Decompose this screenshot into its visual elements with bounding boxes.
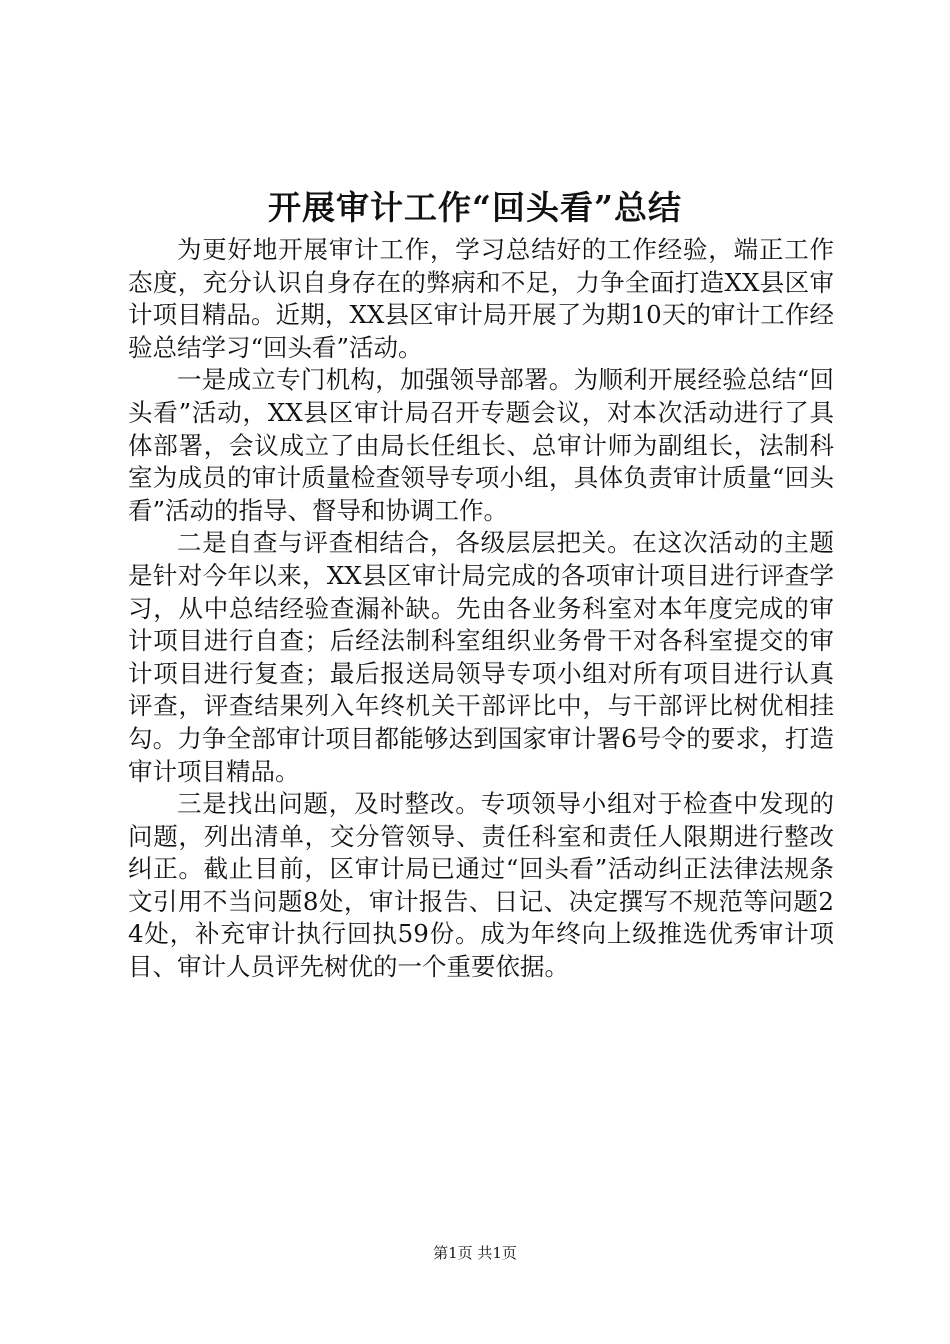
paragraph-intro: 为更好地开展审计工作，学习总结好的工作经验，端正工作态度，充分认识自身存在的弊病和不足，力争全面打造XX县区审计项目精品。近期，XX县区审计局开展了为期10天的审计工作经验总结学习“回头看”活动。 [128,235,834,362]
paragraph-point-three: 三是找出问题，及时整改。专项领导小组对于检查中发现的问题，列出清单，交分管领导、责任科室和责任人限期进行整改纠正。截止目前，区审计局已通过“回头看”活动纠正法律法规条文引用不当问题8处，审计报告、日记、决定撰写不规范等问题24处，补充审计执行回执59份。成为年终向上级推选优秀审计项目、审计人员评先树优的一个重要依据。 [128,789,834,982]
paragraph-point-two: 二是自查与评查相结合，各级层层把关。在这次活动的主题是针对今年以来，XX县区审计局完成的各项审计项目进行评查学习，从中总结经验查漏补缺。先由各业务科室对本年度完成的审计项目进行自查；后经法制科室组织业务骨干对各科室提交的审计项目进行复查；最后报送局领导专项小组对所有项目进行认真评查，评查结果列入年终机关干部评比中，与干部评比树优相挂勾。力争全部审计项目都能够达到国家审计署6号令的要求，打造审计项目精品。 [128,528,834,786]
document-title: 开展审计工作“回头看”总结 [268,188,682,227]
page-footer: 第1页 共1页 [433,1244,517,1262]
paragraph-point-one: 一是成立专门机构，加强领导部署。为顺利开展经验总结“回头看”活动，XX县区审计局召开专题会议，对本次活动进行了具体部署，会议成立了由局长任组长、总审计师为副组长，法制科室为成员的审计质量检查领导专项小组，具体负责审计质量“回头看”活动的指导、督导和协调工作。 [128,365,834,525]
document-body [128,234,834,984]
